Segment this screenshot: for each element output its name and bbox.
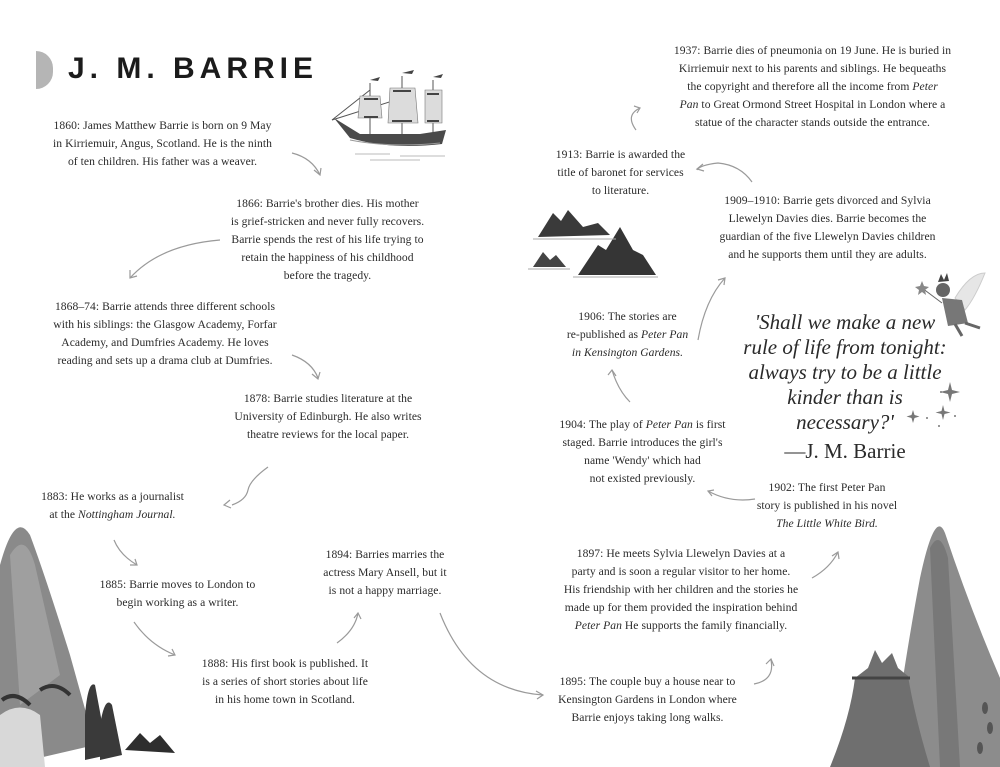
timeline-entry-1906: 1906: The stories are re-published as Peter Pan in Kensington Gardens. [566,310,689,359]
timeline-entry-1904: 1904: The play of Peter Pan is first staged. Barrie introduces the girl's name 'Wendy' which had not existed previously. [559,418,726,485]
timeline-entry-1888: 1888: His first book is published. It is a series of short stories about life in his home town in Scotland. [201,657,369,706]
timeline-entry-1868-74: 1868–74: Barrie attends three different schools with his siblings: the Glasgow Academy, Forfar Academy, and Dumfries Academy. He loves reading and sets up a drama club at Dumfries. [53,300,277,367]
timeline-entry-1878: 1878: Barrie studies literature at the University of Edinburgh. He also writes theatre reviews for the local paper. [234,392,422,441]
barrie-quote: 'Shall we make a new rule of life from tonight: always try to be a little kinder than is necessary?' [743,310,947,434]
timeline-entry-1883: 1883: He works as a journalist at the Nottingham Journal. [41,490,184,521]
quote-attribution: —J. M. Barrie [784,439,906,463]
timeline-entry-1894: 1894: Barries marries the actress Mary Ansell, but it is not a happy marriage. [323,548,447,597]
timeline-entry-1909-1910: 1909–1910: Barrie gets divorced and Sylvia Llewelyn Davies dies. Barrie becomes the guardian of the five Llewelyn Davies children and he supports them until they are adults. [719,194,936,261]
timeline-entry-1860: 1860: James Matthew Barrie is born on 9 May in Kirriemuir, Angus, Scotland. He is the ninth of ten children. His father was a weaver. [53,119,272,168]
timeline-entry-1866: 1866: Barrie's brother dies. His mother is grief-stricken and never fully recovers. Barrie spends the rest of his life trying to retain the happiness of his childhood before the tragedy. [230,197,425,282]
timeline-entry-1902: 1902: The first Peter Pan story is published in his novel The Little White Bird. [756,481,898,530]
timeline-entry-1895: 1895: The couple buy a house near to Kensington Gardens in London where Barrie enjoys taking long walks. [558,675,737,724]
timeline-entry-1937: 1937: Barrie dies of pneumonia on 19 June. He is buried in Kirriemuir next to his parents and siblings. He bequeaths the copyright and therefore all the income from Peter Pan to Great Ormond Street Hospital in London where a statue of the character stands outside the entrance. [673,44,952,129]
timeline-entry-1913: 1913: Barrie is awarded the title of baronet for services to literature. [555,148,686,197]
page-title: J. M. BARRIE [68,52,319,85]
timeline-entry-1885: 1885: Barrie moves to London to begin working as a writer. [99,578,256,609]
timeline-entry-1897: 1897: He meets Sylvia Llewelyn Davies at a party and is soon a regular visitor to her home. His friendship with her children and the stories he made up for them provided the inspiration behind Peter Pan He supports the family financially. [563,547,799,632]
